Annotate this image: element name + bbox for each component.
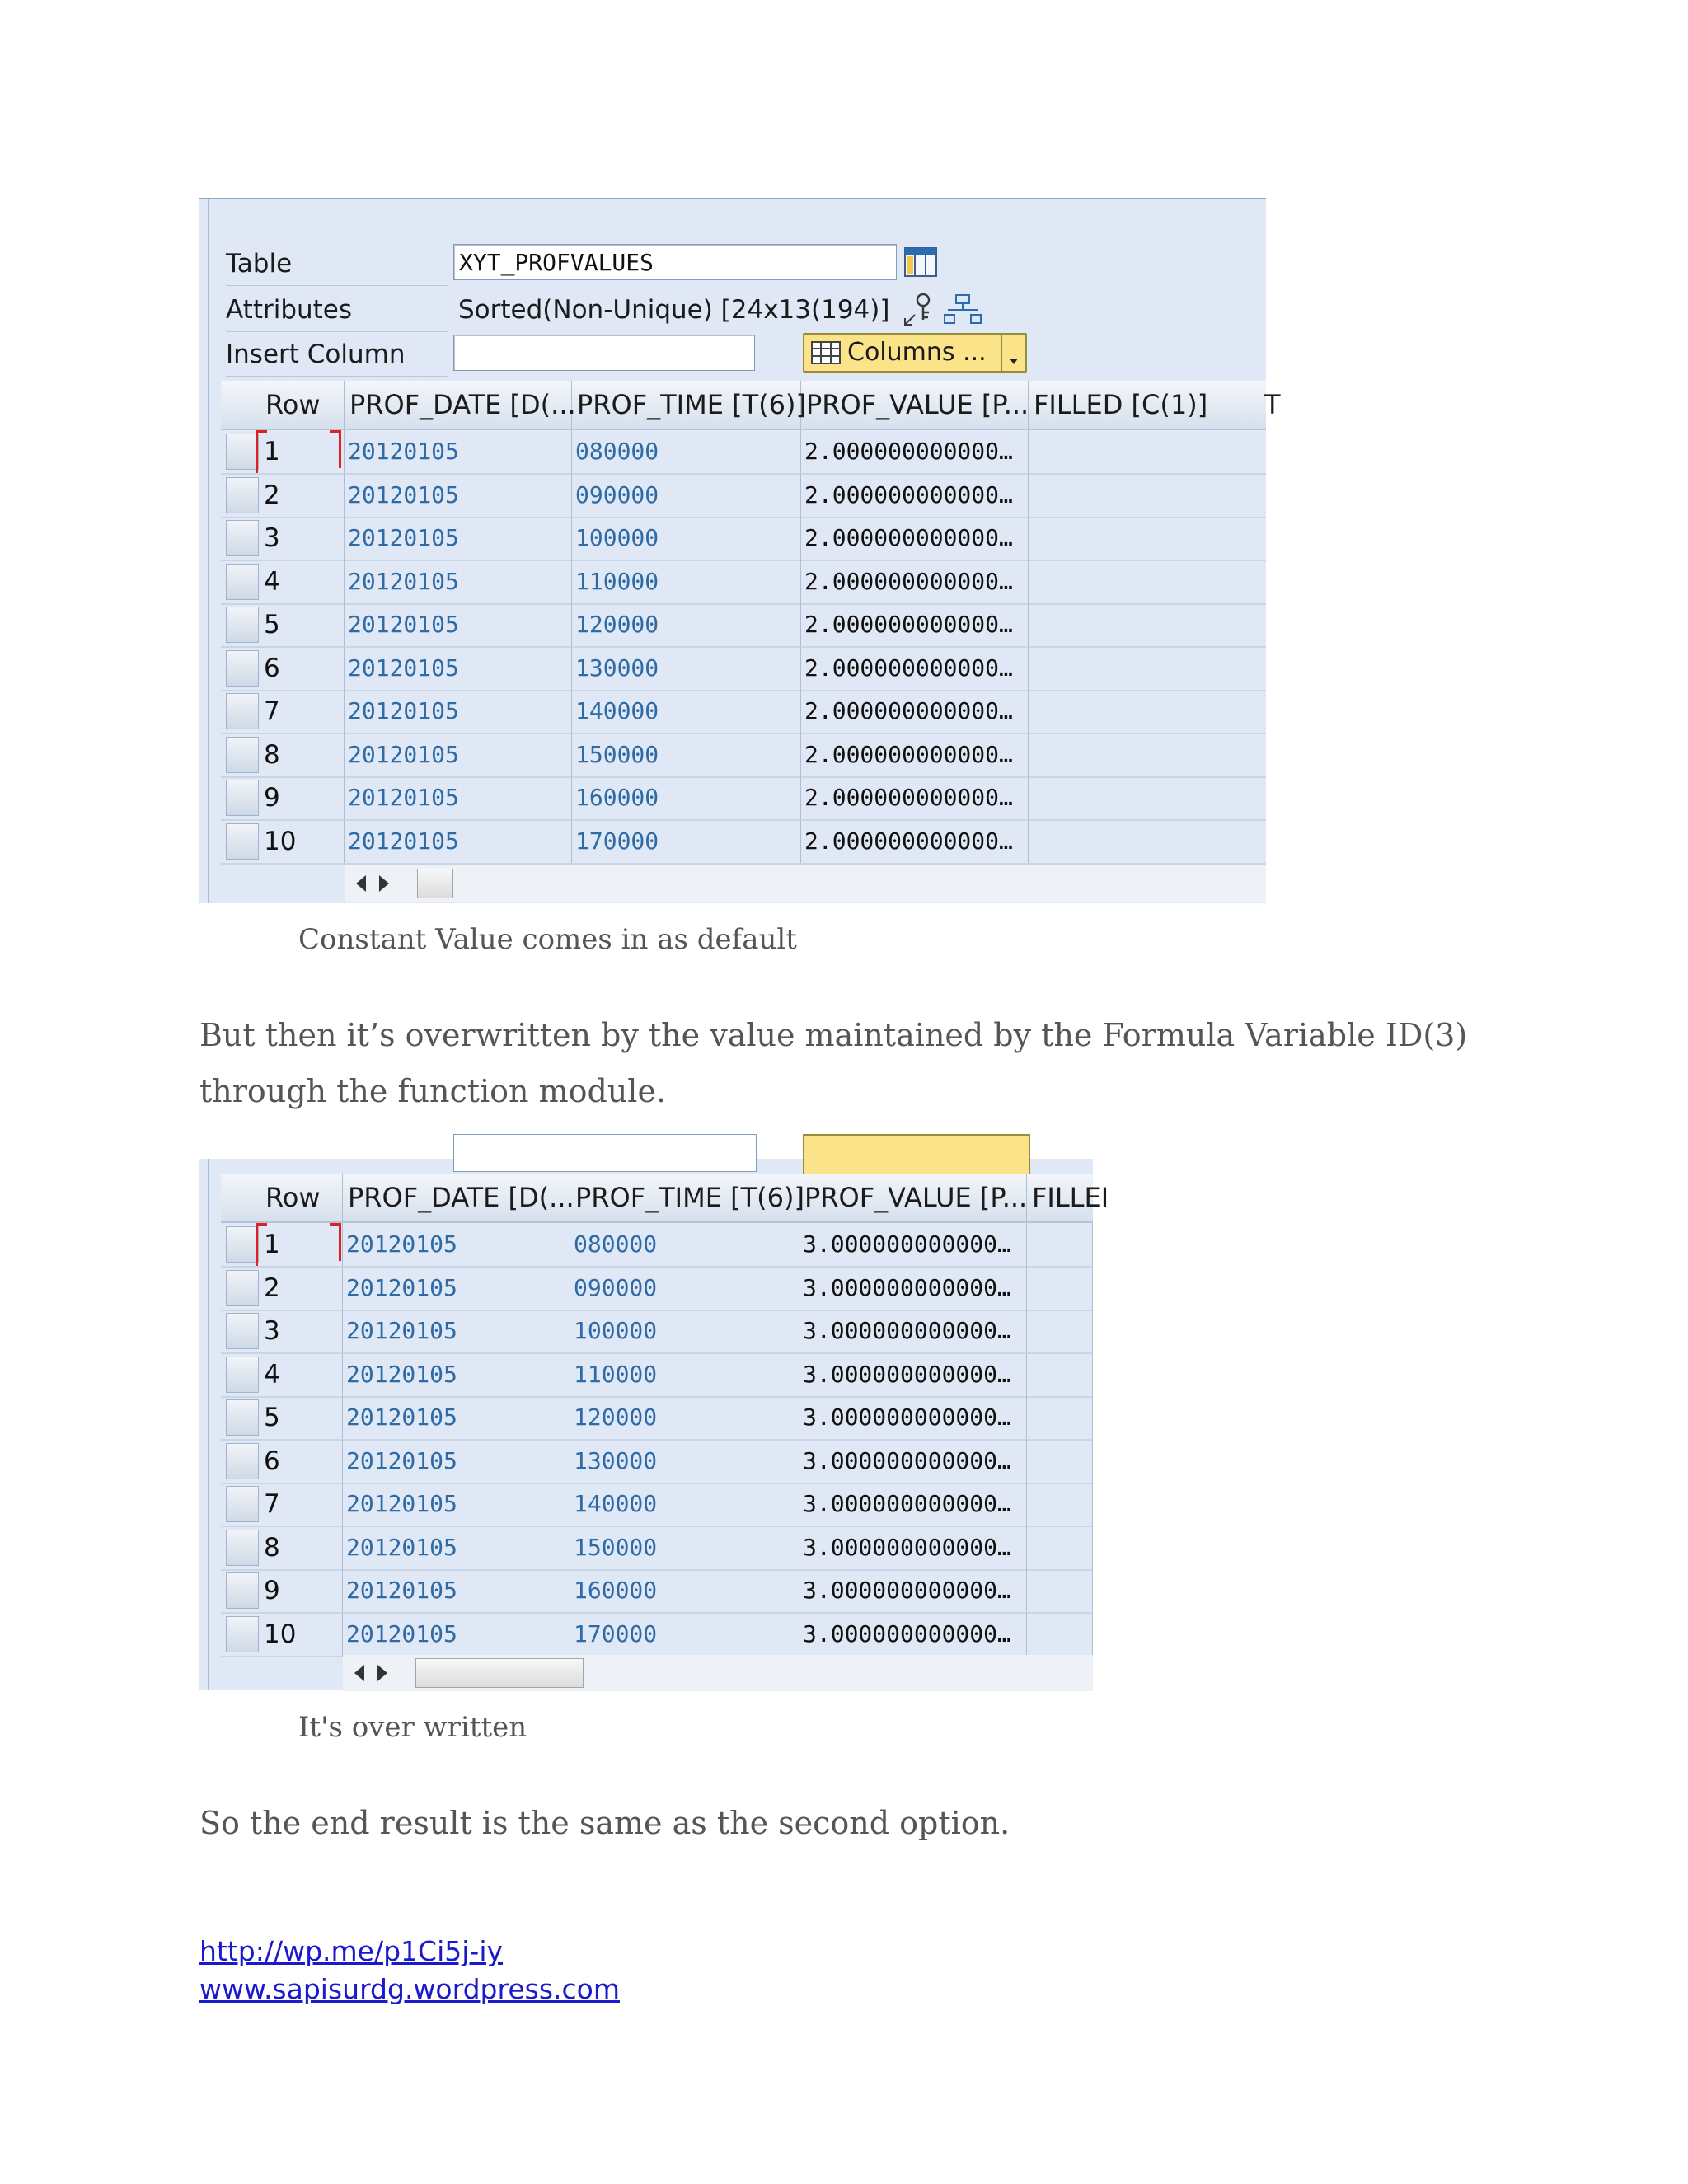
scroll-left-icon[interactable]	[354, 1665, 364, 1681]
short-link[interactable]: http://wp.me/p1Ci5j-iy	[199, 1935, 504, 1967]
row-selector-button[interactable]	[226, 1270, 259, 1306]
row-selector-button[interactable]	[226, 520, 259, 556]
filled-cell[interactable]	[1027, 1267, 1093, 1310]
row-number-cell[interactable]: 7	[260, 690, 345, 733]
prof-value-cell[interactable]: 3.000000000000…	[799, 1440, 1027, 1483]
row-number-cell[interactable]: 1	[260, 430, 345, 473]
sap-table-screenshot-1	[199, 198, 1281, 903]
scroll-thumb[interactable]	[415, 1658, 584, 1688]
row-selector-button[interactable]	[226, 434, 259, 470]
table-row[interactable]	[221, 1440, 1093, 1484]
row-selector-button[interactable]	[226, 823, 259, 860]
table-row[interactable]	[221, 733, 1266, 778]
prof-date-cell[interactable]: 20120105	[345, 517, 572, 560]
prof-value-cell[interactable]: 2.000000000000…	[801, 647, 1029, 690]
row-number-cell[interactable]: 8	[260, 1526, 343, 1569]
table-row[interactable]	[221, 776, 1266, 821]
prof-value-cell[interactable]: 2.000000000000…	[801, 733, 1029, 776]
row-number-cell[interactable]: 8	[260, 733, 345, 776]
row-selector-button[interactable]	[226, 1443, 259, 1479]
prof-date-cell[interactable]: 20120105	[343, 1483, 570, 1526]
header-row[interactable]: Row	[260, 1174, 343, 1221]
prof-time-cell[interactable]: 100000	[570, 1310, 799, 1352]
prof-date-cell[interactable]: 20120105	[345, 474, 572, 517]
header-prof-value[interactable]: PROF_VALUE [P...	[801, 381, 1029, 429]
prof-value-cell[interactable]: 3.000000000000…	[799, 1223, 1027, 1266]
cell-cursor-marker	[256, 1223, 267, 1266]
header-prof-value[interactable]: PROF_VALUE [P...	[799, 1174, 1027, 1221]
prof-date-cell[interactable]: 20120105	[345, 820, 572, 863]
header-prof-time[interactable]: PROF_TIME [T(6)]	[570, 1174, 799, 1221]
row-selector-button[interactable]	[226, 607, 259, 643]
row-selector-button[interactable]	[226, 564, 259, 600]
cell-cursor-marker-end	[330, 1223, 341, 1261]
prof-time-cell[interactable]: 150000	[570, 1526, 799, 1569]
prof-time-cell[interactable]: 110000	[572, 560, 801, 603]
prof-value-cell[interactable]: 2.000000000000…	[801, 430, 1029, 473]
table-name-input[interactable]: XYT_PROFVALUES	[453, 244, 897, 280]
prof-time-cell[interactable]: 160000	[572, 776, 801, 819]
prof-date-cell[interactable]: 20120105	[343, 1353, 570, 1396]
header-prof-time[interactable]: PROF_TIME [T(6)]	[572, 381, 801, 429]
horizontal-scrollbar[interactable]	[345, 865, 1266, 902]
row-selector-button[interactable]	[226, 1399, 259, 1436]
table-row[interactable]	[221, 647, 1266, 691]
table-row[interactable]	[221, 1483, 1093, 1527]
prof-value-cell[interactable]: 2.000000000000…	[801, 820, 1029, 863]
scroll-thumb[interactable]	[417, 869, 453, 898]
prof-value-cell[interactable]: 3.000000000000…	[799, 1396, 1027, 1439]
table-row[interactable]	[221, 1396, 1093, 1441]
prof-date-cell[interactable]: 20120105	[343, 1440, 570, 1483]
prof-date-cell[interactable]: 20120105	[343, 1223, 570, 1266]
filled-cell[interactable]	[1029, 474, 1259, 517]
table-row[interactable]	[221, 474, 1266, 518]
prof-time-cell[interactable]: 170000	[572, 820, 801, 863]
row-selector-button[interactable]	[226, 780, 259, 816]
row-number-cell[interactable]: 10	[260, 820, 345, 863]
prof-time-cell[interactable]: 140000	[570, 1483, 799, 1526]
prof-time-cell[interactable]: 090000	[570, 1267, 799, 1310]
prof-time-cell[interactable]: 120000	[570, 1396, 799, 1439]
filled-cell[interactable]	[1027, 1310, 1093, 1352]
prof-time-cell[interactable]: 160000	[570, 1569, 799, 1612]
scroll-right-icon[interactable]	[377, 1665, 387, 1681]
attributes-label: Attributes	[226, 288, 448, 332]
row-selector-button[interactable]	[226, 477, 259, 513]
table-row[interactable]	[221, 517, 1266, 561]
prof-time-cell[interactable]: 120000	[572, 603, 801, 646]
row-number-cell[interactable]: 5	[260, 1396, 343, 1439]
filled-cell[interactable]	[1027, 1396, 1093, 1439]
row-number-cell[interactable]: 3	[260, 1310, 343, 1352]
table-row[interactable]	[221, 560, 1266, 605]
table-row[interactable]	[221, 820, 1266, 865]
prof-value-cell[interactable]: 3.000000000000…	[799, 1526, 1027, 1569]
row-number-cell[interactable]: 3	[260, 517, 345, 560]
table-row[interactable]	[221, 603, 1266, 648]
header-row[interactable]: Row	[260, 381, 345, 429]
prof-date-cell[interactable]: 20120105	[345, 430, 572, 473]
columns-button-label: Columns ...	[847, 338, 987, 367]
blog-link[interactable]: www.sapisurdg.wordpress.com	[199, 1973, 621, 2005]
columns-button[interactable]	[803, 333, 1027, 373]
prof-time-cell[interactable]: 080000	[572, 430, 801, 473]
row-number-cell[interactable]: 4	[260, 1353, 343, 1396]
filled-cell[interactable]	[1029, 430, 1259, 473]
filled-cell[interactable]	[1029, 690, 1259, 733]
row-number-cell[interactable]: 4	[260, 560, 345, 603]
grid-header	[221, 381, 1281, 430]
prof-date-cell[interactable]: 20120105	[343, 1613, 570, 1656]
filled-cell[interactable]	[1027, 1526, 1093, 1569]
prof-date-cell[interactable]: 20120105	[343, 1526, 570, 1569]
row-selector-button[interactable]	[226, 1616, 259, 1652]
filled-cell[interactable]	[1027, 1440, 1093, 1483]
prof-time-cell[interactable]: 150000	[572, 733, 801, 776]
prof-date-cell[interactable]: 20120105	[343, 1396, 570, 1439]
row-number-cell[interactable]: 1	[260, 1223, 343, 1266]
scroll-right-icon[interactable]	[379, 875, 389, 892]
prof-date-cell[interactable]: 20120105	[345, 560, 572, 603]
table-row[interactable]	[221, 1569, 1093, 1614]
row-selector-button[interactable]	[226, 1226, 259, 1263]
prof-time-cell[interactable]: 170000	[570, 1613, 799, 1656]
columns-dropdown-arrow-icon[interactable]	[1001, 335, 1025, 371]
prof-value-cell[interactable]: 3.000000000000…	[799, 1353, 1027, 1396]
table-row[interactable]	[221, 1267, 1093, 1311]
row-number-cell[interactable]: 9	[260, 776, 345, 819]
row-selector-button[interactable]	[226, 650, 259, 687]
prof-time-cell[interactable]: 110000	[570, 1353, 799, 1396]
prof-time-cell[interactable]: 130000	[570, 1440, 799, 1483]
cell-cursor-marker-end	[330, 430, 341, 468]
row-selector-button[interactable]	[226, 1530, 259, 1566]
row-selector-button[interactable]	[226, 693, 259, 729]
prof-time-cell[interactable]: 140000	[572, 690, 801, 733]
table-display-icon[interactable]	[903, 246, 938, 279]
filled-cell[interactable]	[1029, 820, 1259, 863]
row-selector-button[interactable]	[226, 1313, 259, 1349]
filled-cell[interactable]	[1029, 560, 1259, 603]
table-row[interactable]	[221, 1223, 1093, 1268]
row-number-cell[interactable]: 2	[260, 474, 345, 517]
row-selector-button[interactable]	[226, 1486, 259, 1522]
row-selector-button[interactable]	[226, 1357, 259, 1393]
prof-value-cell[interactable]: 2.000000000000…	[801, 603, 1029, 646]
filled-cell[interactable]	[1029, 603, 1259, 646]
filled-cell[interactable]	[1029, 733, 1259, 776]
table-row[interactable]	[221, 690, 1266, 734]
prof-date-cell[interactable]: 20120105	[343, 1310, 570, 1352]
filled-cell[interactable]	[1029, 647, 1259, 690]
header-prof-date[interactable]: PROF_DATE [D(...	[345, 381, 572, 429]
cell-cursor-marker	[256, 430, 267, 473]
table-row[interactable]	[221, 1526, 1093, 1571]
insert-column-input[interactable]	[453, 335, 755, 371]
grid-header	[221, 1174, 1109, 1223]
row-number-cell[interactable]: 7	[260, 1483, 343, 1526]
prof-value-cell[interactable]: 3.000000000000…	[799, 1613, 1027, 1656]
columns-grid-icon	[811, 341, 841, 364]
row-number-cell[interactable]: 5	[260, 603, 345, 646]
row-number-cell[interactable]: 6	[260, 647, 345, 690]
data-grid-1	[221, 381, 1281, 892]
row-number-cell[interactable]: 6	[260, 1440, 343, 1483]
row-selector-button[interactable]	[226, 1572, 259, 1609]
prof-date-cell[interactable]: 20120105	[345, 733, 572, 776]
prof-time-cell[interactable]: 130000	[572, 647, 801, 690]
paragraph-2: So the end result is the same as the second option.	[199, 1805, 1010, 1841]
header-filled[interactable]: FILLED [C(1)]	[1029, 381, 1259, 429]
key-icon[interactable]	[902, 292, 938, 328]
table-row[interactable]	[221, 1310, 1093, 1354]
filled-cell[interactable]	[1029, 776, 1259, 819]
prof-value-cell[interactable]: 2.000000000000…	[801, 474, 1029, 517]
prof-value-cell[interactable]: 3.000000000000…	[799, 1569, 1027, 1612]
prof-date-cell[interactable]: 20120105	[345, 603, 572, 646]
row-number-cell[interactable]: 2	[260, 1267, 343, 1310]
filled-cell[interactable]	[1027, 1353, 1093, 1396]
row-number-cell[interactable]: 9	[260, 1569, 343, 1612]
filled-cell[interactable]	[1029, 517, 1259, 560]
filled-cell[interactable]	[1027, 1613, 1093, 1656]
prof-date-cell[interactable]: 20120105	[345, 690, 572, 733]
prof-value-cell[interactable]: 2.000000000000…	[801, 560, 1029, 603]
insert-column-label: Insert Column	[226, 333, 448, 377]
data-grid-2	[221, 1174, 1109, 1685]
table-label: Table	[226, 242, 448, 286]
prof-date-cell[interactable]: 20120105	[345, 647, 572, 690]
caption-2: It's over written	[298, 1711, 528, 1744]
paragraph-1: But then it’s overwritten by the value maintained by the Formula Variable ID(3) through the function module.	[199, 1017, 1468, 1109]
table-row[interactable]	[221, 1613, 1093, 1657]
sap-table-screenshot-2	[199, 1159, 1109, 1690]
horizontal-scrollbar[interactable]	[343, 1655, 1093, 1691]
structure-icon[interactable]	[943, 292, 982, 328]
prof-value-cell[interactable]: 2.000000000000…	[801, 776, 1029, 819]
header-filled[interactable]: FILLEI	[1032, 1182, 1109, 1213]
filled-cell[interactable]	[1027, 1569, 1093, 1612]
prof-value-cell[interactable]: 3.000000000000…	[799, 1267, 1027, 1310]
row-selector-button[interactable]	[226, 737, 259, 773]
header-prof-date[interactable]: PROF_DATE [D(...	[343, 1174, 570, 1221]
row-number-cell[interactable]: 10	[260, 1613, 343, 1656]
prof-date-cell[interactable]: 20120105	[343, 1267, 570, 1310]
prof-value-cell[interactable]: 3.000000000000…	[799, 1310, 1027, 1352]
filled-cell[interactable]	[1027, 1223, 1093, 1266]
table-row[interactable]	[221, 1353, 1093, 1398]
prof-value-cell[interactable]: 2.000000000000…	[801, 517, 1029, 560]
prof-value-cell[interactable]: 3.000000000000…	[799, 1483, 1027, 1526]
header-next[interactable]: T	[1264, 389, 1281, 420]
prof-time-cell[interactable]: 080000	[570, 1223, 799, 1266]
prof-time-cell[interactable]: 100000	[572, 517, 801, 560]
filled-cell[interactable]	[1027, 1483, 1093, 1526]
caption-1: Constant Value comes in as default	[298, 923, 797, 956]
prof-time-cell[interactable]: 090000	[572, 474, 801, 517]
table-row[interactable]	[221, 430, 1266, 475]
prof-date-cell[interactable]: 20120105	[343, 1569, 570, 1612]
prof-value-cell[interactable]: 2.000000000000…	[801, 690, 1029, 733]
attributes-value: Sorted(Non-Unique) [24x13(194)]	[458, 295, 890, 325]
prof-date-cell[interactable]: 20120105	[345, 776, 572, 819]
scroll-left-icon[interactable]	[356, 875, 366, 892]
